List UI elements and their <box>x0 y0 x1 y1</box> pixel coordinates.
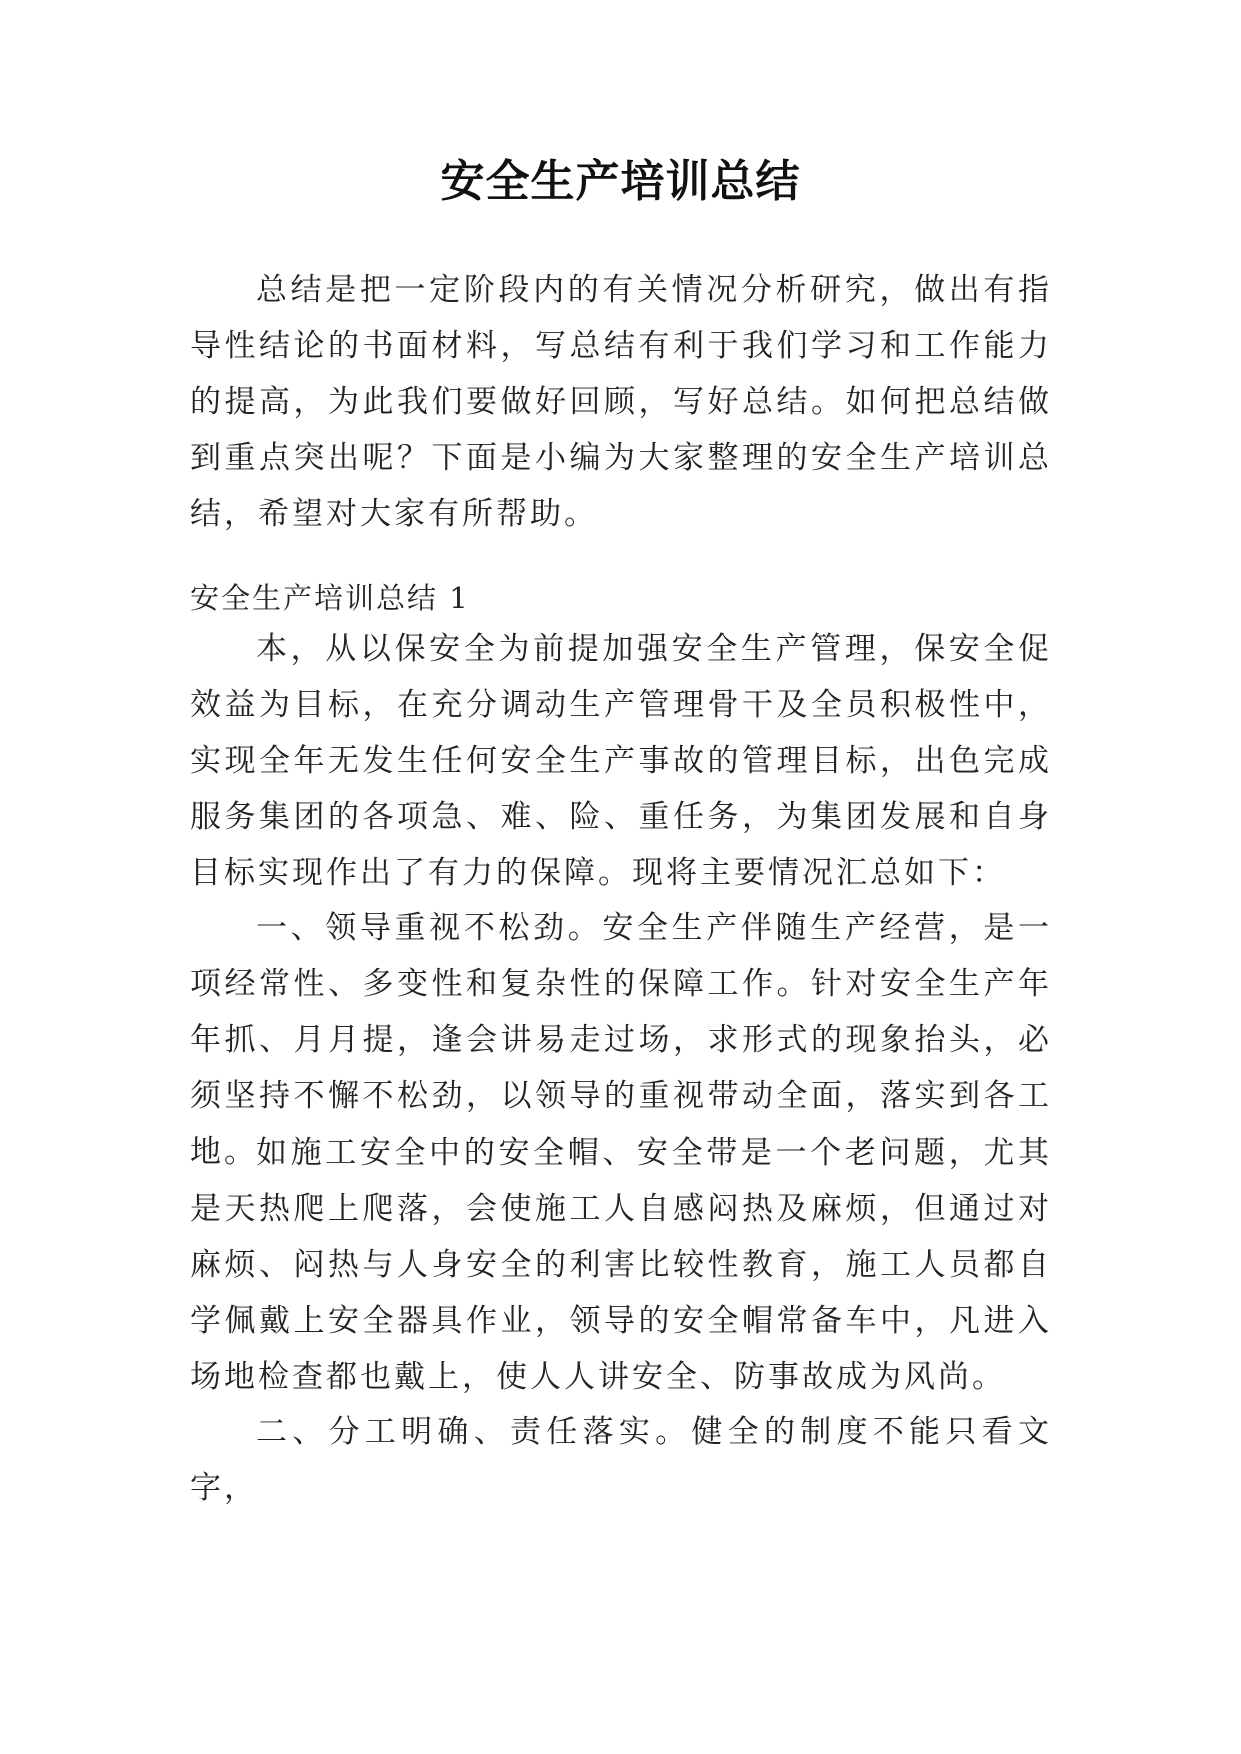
body-paragraph-2: 一、领导重视不松劲。安全生产伴随生产经营，是一项经常性、多变性和复杂性的保障工作。针对安全生产年年抓、月月提，逢会讲易走过场，求形式的现象抬头，必须坚持不懈不松劲，以领导的重视带动全面，落实到各工地。 <box>190 910 1052 1170</box>
body-paragraph-4: 二、分工明确、责任落实。健全的制度不能只看文字， <box>190 1414 1052 1506</box>
intro-paragraph: 总结是把一定阶段内的有关情况分析研究，做出有指导性结论的书面材料，写总结有利于我们学习和工作能力的提高，为此我们要做好回顾，写好总结。如何把总结做到重点突出呢？下面是小编为大家整理的安全生产培训总结，希望对大家有所帮助。 <box>190 272 1052 532</box>
document-title: 安全生产培训总结 <box>440 156 801 207</box>
section-heading: 安全生产培训总结 1 <box>190 581 470 615</box>
body-paragraph-1: 本，从以保安全为前提加强安全生产管理，保安全促效益为目标，在充分调动生产管理骨干及全员积极性中，实现全年无发生任何安全生产事故的管理目标，出色完成服务集团的各项急、难、险、重任务，为集团发展和自身目标实现作出了有力的保障。现将主要情况汇总如下： <box>190 631 1052 891</box>
body-paragraph-3: 如施工安全中的安全帽、安全带是一个老问题，尤其是天热爬上爬落，会使施工人自感闷热及麻烦，但通过对麻烦、闷热与人身安全的利害比较性教育，施工人员都自学佩戴上安全器具作业，领导的安全帽常备车中，凡进入场地检查都也戴上，使人人讲安全、防事故成为风尚。 <box>190 1135 1052 1395</box>
